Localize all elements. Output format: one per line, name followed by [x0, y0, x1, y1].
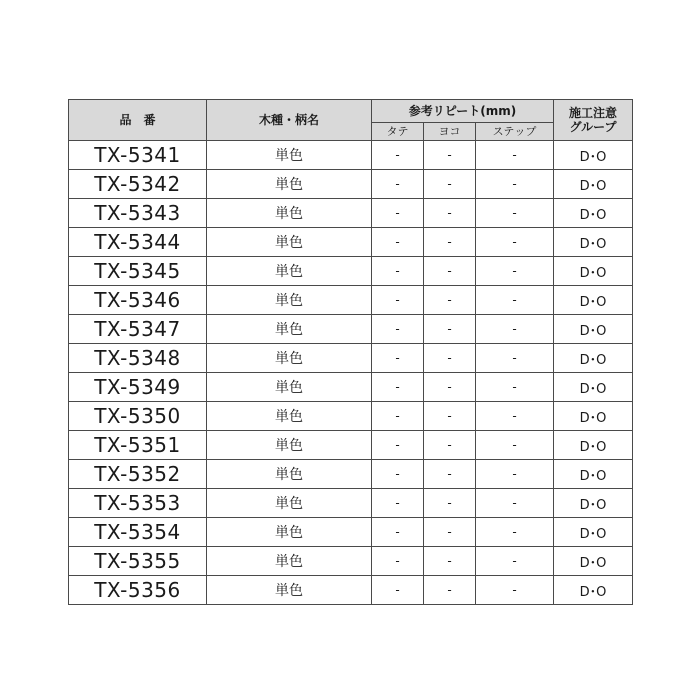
table-row	[69, 489, 633, 518]
construction-group-cell: D･O	[554, 431, 633, 460]
wood-pattern-cell: 単色	[207, 518, 372, 547]
product-code-cell: TX-5347	[69, 315, 207, 344]
construction-group-cell: D･O	[554, 402, 633, 431]
product-spec-table	[68, 99, 633, 605]
construction-group-cell: D･O	[554, 170, 633, 199]
table-row	[69, 315, 633, 344]
repeat-yoko-cell: -	[424, 257, 476, 286]
wood-pattern-cell: 単色	[207, 228, 372, 257]
header-construction-group	[554, 100, 633, 141]
header-product-code: 品 番	[69, 100, 207, 141]
header-row-top	[69, 100, 633, 123]
product-code-cell: TX-5346	[69, 286, 207, 315]
product-code-cell: TX-5351	[69, 431, 207, 460]
header-group-line1: 施工注意	[569, 106, 618, 120]
repeat-yoko-cell: -	[424, 547, 476, 576]
construction-group-cell: D･O	[554, 489, 633, 518]
product-code-cell: TX-5350	[69, 402, 207, 431]
wood-pattern-cell: 単色	[207, 315, 372, 344]
product-code-cell: TX-5343	[69, 199, 207, 228]
table-body	[69, 141, 633, 605]
construction-group-cell: D･O	[554, 344, 633, 373]
product-code-cell: TX-5348	[69, 344, 207, 373]
table-header	[69, 100, 633, 141]
repeat-yoko-cell: -	[424, 402, 476, 431]
table-row	[69, 228, 633, 257]
table-row	[69, 257, 633, 286]
header-repeat-step: ステップ	[476, 123, 554, 141]
wood-pattern-cell: 単色	[207, 286, 372, 315]
repeat-yoko-cell: -	[424, 170, 476, 199]
header-repeat-tate: タテ	[372, 123, 424, 141]
repeat-tate-cell: -	[372, 576, 424, 605]
wood-pattern-cell: 単色	[207, 402, 372, 431]
repeat-tate-cell: -	[372, 431, 424, 460]
construction-group-cell: D･O	[554, 576, 633, 605]
repeat-tate-cell: -	[372, 170, 424, 199]
wood-pattern-cell: 単色	[207, 431, 372, 460]
construction-group-cell: D･O	[554, 286, 633, 315]
repeat-tate-cell: -	[372, 315, 424, 344]
repeat-step-cell: -	[476, 286, 554, 315]
repeat-step-cell: -	[476, 170, 554, 199]
wood-pattern-cell: 単色	[207, 460, 372, 489]
repeat-tate-cell: -	[372, 460, 424, 489]
repeat-tate-cell: -	[372, 547, 424, 576]
repeat-tate-cell: -	[372, 518, 424, 547]
repeat-step-cell: -	[476, 344, 554, 373]
wood-pattern-cell: 単色	[207, 257, 372, 286]
repeat-tate-cell: -	[372, 228, 424, 257]
table-row	[69, 141, 633, 170]
repeat-yoko-cell: -	[424, 373, 476, 402]
repeat-tate-cell: -	[372, 402, 424, 431]
construction-group-cell: D･O	[554, 228, 633, 257]
repeat-yoko-cell: -	[424, 460, 476, 489]
table-row	[69, 518, 633, 547]
repeat-step-cell: -	[476, 431, 554, 460]
header-repeat-yoko: ヨコ	[424, 123, 476, 141]
construction-group-cell: D･O	[554, 141, 633, 170]
repeat-tate-cell: -	[372, 141, 424, 170]
repeat-step-cell: -	[476, 489, 554, 518]
construction-group-cell: D･O	[554, 547, 633, 576]
wood-pattern-cell: 単色	[207, 373, 372, 402]
product-code-cell: TX-5344	[69, 228, 207, 257]
wood-pattern-cell: 単色	[207, 170, 372, 199]
header-repeat: 参考リピート(mm)	[372, 100, 554, 123]
header-wood-pattern: 木種・柄名	[207, 100, 372, 141]
repeat-tate-cell: -	[372, 373, 424, 402]
repeat-yoko-cell: -	[424, 489, 476, 518]
table-row	[69, 547, 633, 576]
repeat-yoko-cell: -	[424, 576, 476, 605]
construction-group-cell: D･O	[554, 518, 633, 547]
wood-pattern-cell: 単色	[207, 344, 372, 373]
table-row	[69, 431, 633, 460]
repeat-yoko-cell: -	[424, 199, 476, 228]
repeat-step-cell: -	[476, 315, 554, 344]
repeat-tate-cell: -	[372, 489, 424, 518]
repeat-step-cell: -	[476, 141, 554, 170]
table-row	[69, 170, 633, 199]
table-row	[69, 373, 633, 402]
wood-pattern-cell: 単色	[207, 547, 372, 576]
repeat-step-cell: -	[476, 547, 554, 576]
repeat-yoko-cell: -	[424, 228, 476, 257]
header-group-line2: グループ	[569, 120, 617, 134]
repeat-step-cell: -	[476, 402, 554, 431]
table-row	[69, 286, 633, 315]
wood-pattern-cell: 単色	[207, 199, 372, 228]
product-code-cell: TX-5345	[69, 257, 207, 286]
repeat-step-cell: -	[476, 228, 554, 257]
wood-pattern-cell: 単色	[207, 576, 372, 605]
repeat-yoko-cell: -	[424, 344, 476, 373]
product-code-cell: TX-5342	[69, 170, 207, 199]
construction-group-cell: D･O	[554, 315, 633, 344]
product-code-cell: TX-5356	[69, 576, 207, 605]
repeat-step-cell: -	[476, 518, 554, 547]
product-code-cell: TX-5352	[69, 460, 207, 489]
table-row	[69, 199, 633, 228]
repeat-step-cell: -	[476, 373, 554, 402]
repeat-yoko-cell: -	[424, 431, 476, 460]
repeat-tate-cell: -	[372, 344, 424, 373]
table-row	[69, 402, 633, 431]
wood-pattern-cell: 単色	[207, 489, 372, 518]
construction-group-cell: D･O	[554, 460, 633, 489]
repeat-yoko-cell: -	[424, 315, 476, 344]
repeat-tate-cell: -	[372, 257, 424, 286]
table-row	[69, 576, 633, 605]
repeat-yoko-cell: -	[424, 518, 476, 547]
product-code-cell: TX-5355	[69, 547, 207, 576]
product-code-cell: TX-5353	[69, 489, 207, 518]
construction-group-cell: D･O	[554, 199, 633, 228]
product-code-cell: TX-5349	[69, 373, 207, 402]
repeat-yoko-cell: -	[424, 286, 476, 315]
construction-group-cell: D･O	[554, 373, 633, 402]
repeat-step-cell: -	[476, 576, 554, 605]
repeat-step-cell: -	[476, 257, 554, 286]
product-code-cell: TX-5341	[69, 141, 207, 170]
repeat-yoko-cell: -	[424, 141, 476, 170]
product-code-cell: TX-5354	[69, 518, 207, 547]
repeat-tate-cell: -	[372, 286, 424, 315]
repeat-step-cell: -	[476, 460, 554, 489]
construction-group-cell: D･O	[554, 257, 633, 286]
table-row	[69, 460, 633, 489]
repeat-tate-cell: -	[372, 199, 424, 228]
wood-pattern-cell: 単色	[207, 141, 372, 170]
repeat-step-cell: -	[476, 199, 554, 228]
table-row	[69, 344, 633, 373]
